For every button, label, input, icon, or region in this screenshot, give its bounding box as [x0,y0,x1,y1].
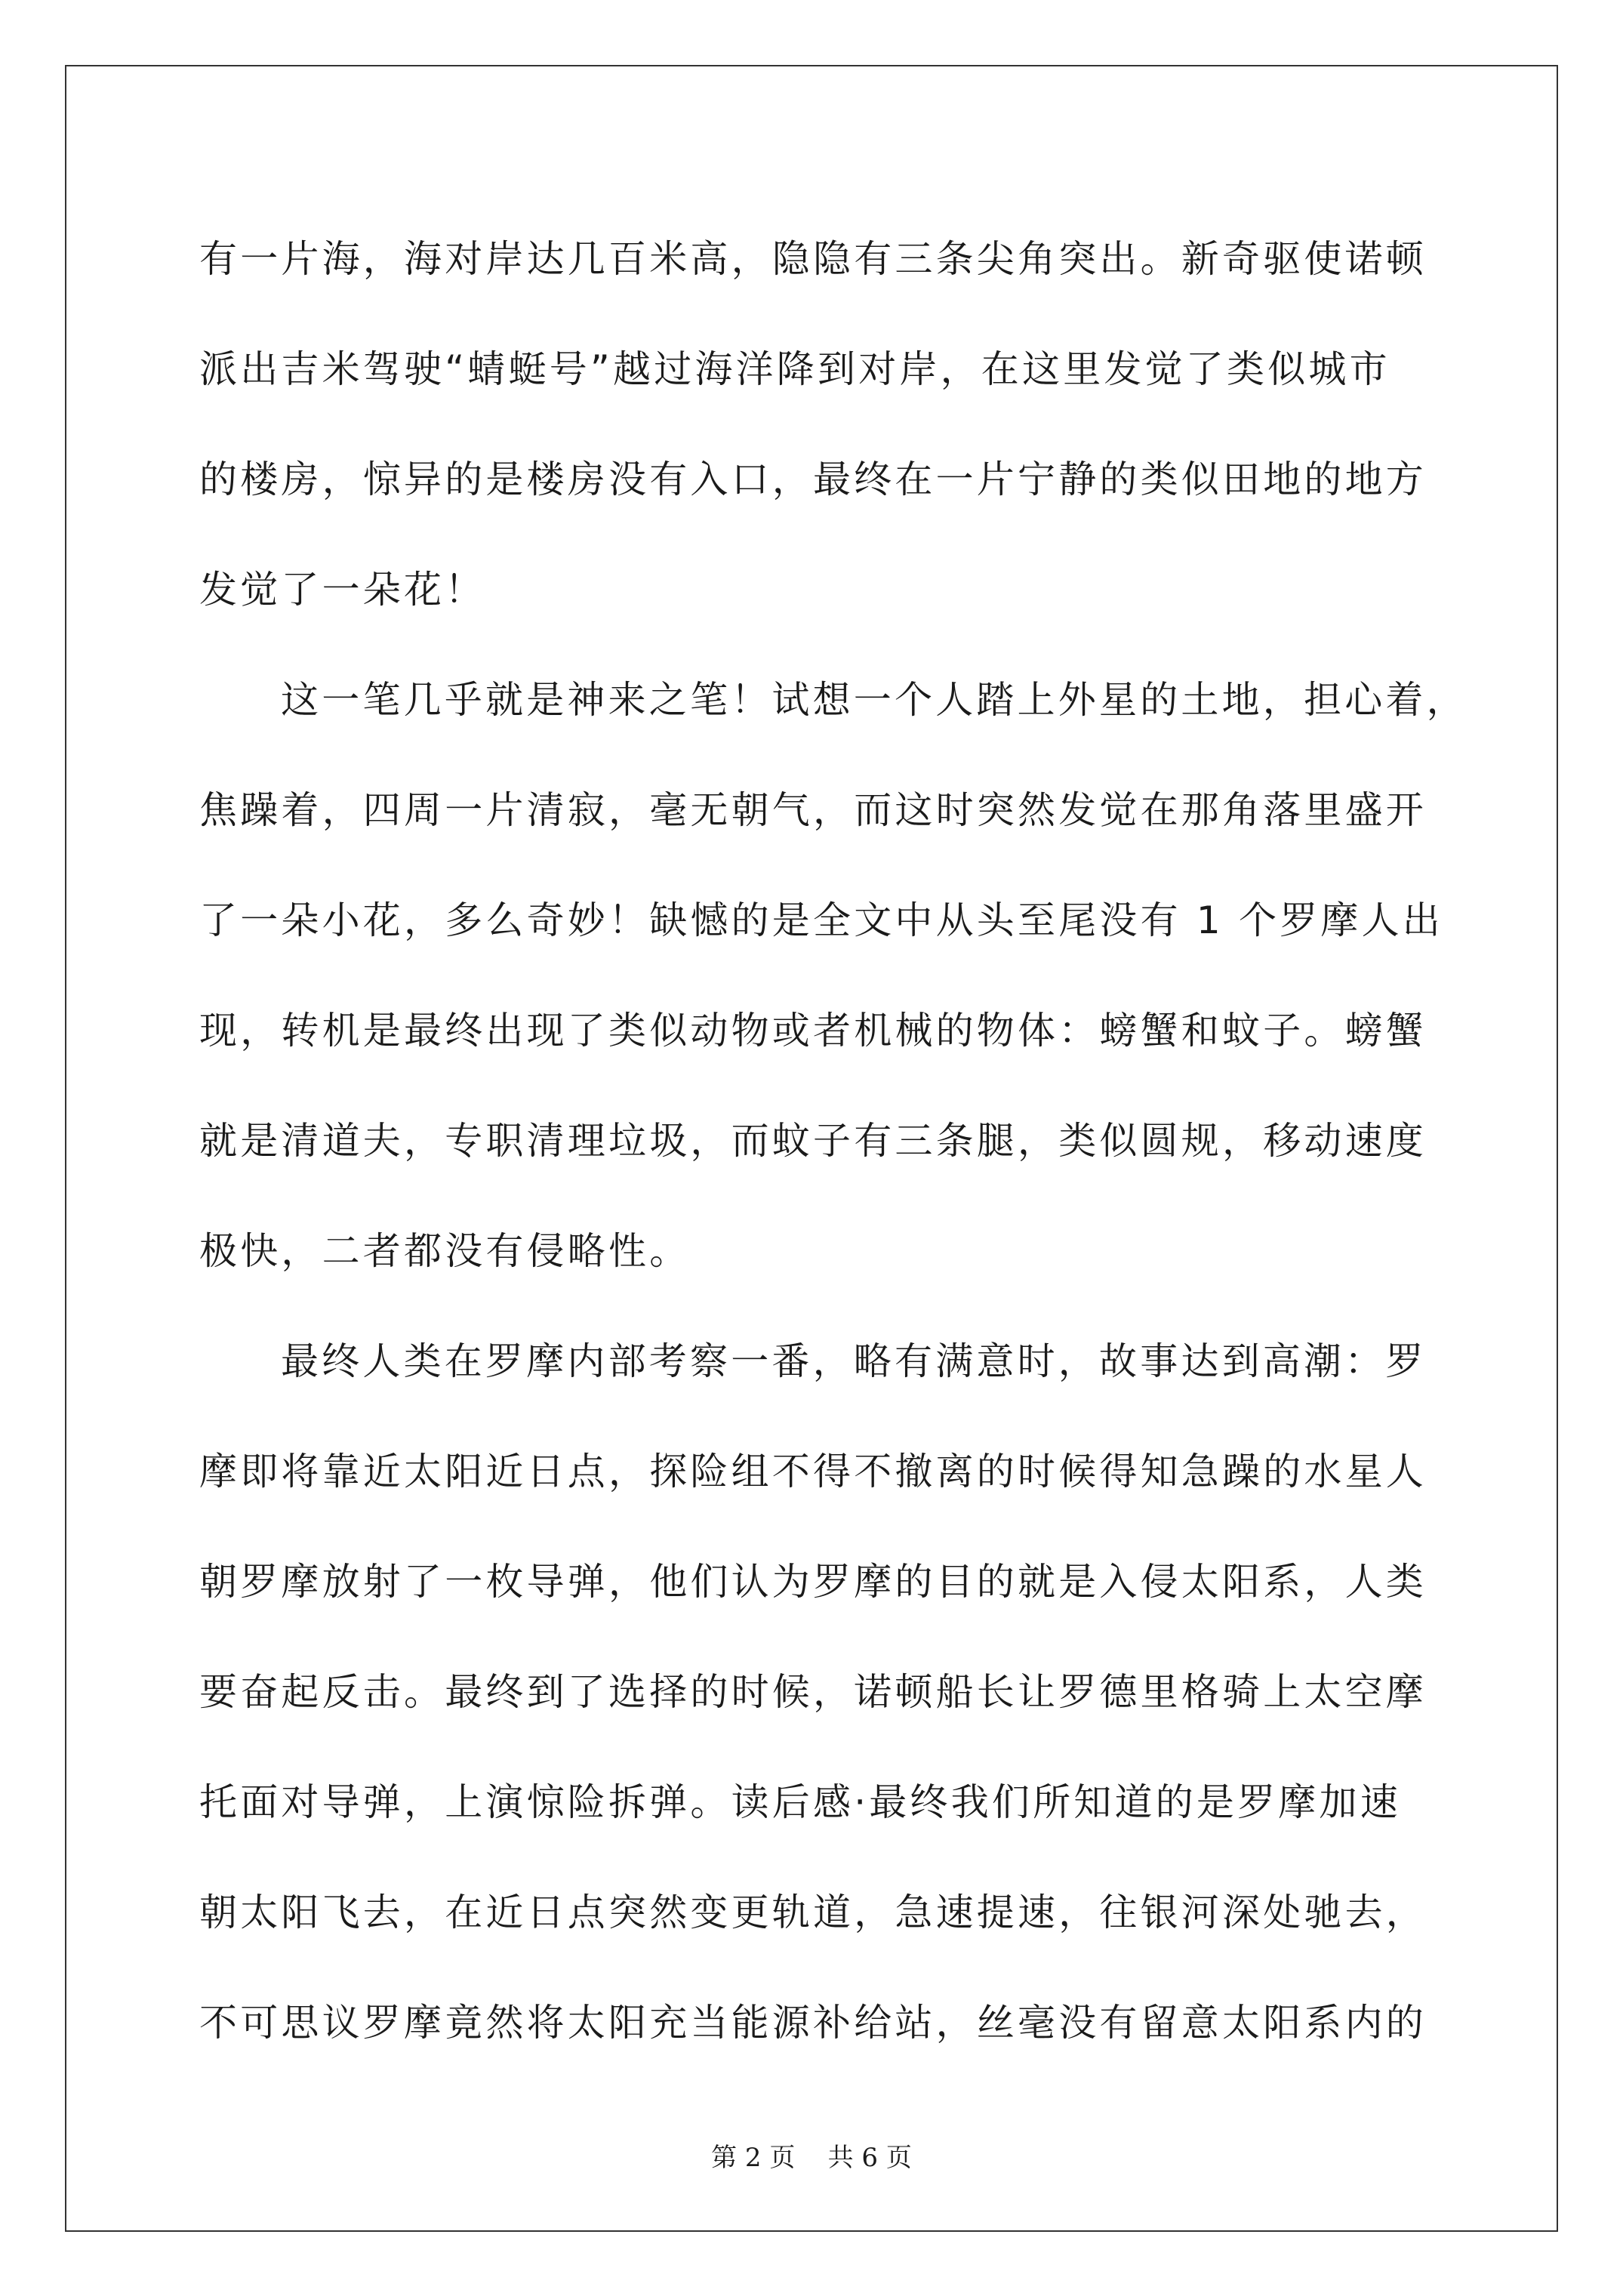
page-number: 第 2 页 [711,2143,796,2173]
page-footer [0,2143,1623,2173]
text-line: 发觉了一朵花！ [199,568,486,612]
text-line: 托面对导弹，上演惊险拆弹。读后感·最终我们所知道的是罗摩加速 [199,1780,1401,1824]
page-total: 共 6 页 [827,2143,912,2173]
text-line: 有一片海，海对岸达几百米高，隐隐有三条尖角突出。新奇驱使诺顿 [199,237,1427,281]
document-body [199,204,1467,2078]
text-line: 摩即将靠近太阳近日点，探险组不得不撤离的时候得知急躁的水星人 [199,1450,1427,1493]
text-line: 不可思议罗摩竟然将太阳充当能源补给站，丝毫没有留意太阳系内的 [199,2001,1427,2045]
text-line: 焦躁着，四周一片清寂，毫无朝气，而这时突然发觉在那角落里盛开 [199,788,1427,832]
text-line: 现，转机是最终出现了类似动物或者机械的物体：螃蟹和蚊子。螃蟹 [199,1009,1427,1052]
text-line: 极快，二者都没有侵略性。 [199,1229,691,1273]
text-line: 朝太阳飞去，在近日点突然变更轨道，急速提速，往银河深处驰去， [199,1891,1427,1934]
text-line: 朝罗摩放射了一枚导弹，他们认为罗摩的目的就是入侵太阳系，人类 [199,1560,1427,1604]
text-line: 的楼房，惊异的是楼房没有入口，最终在一片宁静的类似田地的地方 [199,458,1427,501]
text-line: 就是清道夫，专职清理垃圾，而蚊子有三条腿，类似圆规，移动速度 [199,1119,1427,1163]
text-line: 了一朵小花，多么奇妙！缺憾的是全文中从头至尾没有 1 个罗摩人出 [199,898,1443,942]
text-line: 派出吉米驾驶“蜻蜓号”越过海洋降到对岸，在这里发觉了类似城市 [199,347,1390,391]
text-line: 要奋起反击。最终到了选择的时候，诺顿船长让罗德里格骑上太空摩 [199,1670,1427,1714]
paragraph-first-line: 最终人类在罗摩内部考察一番，略有满意时，故事达到高潮：罗 [281,1339,1427,1383]
paragraph-first-line: 这一笔几乎就是神来之笔！试想一个人踏上外星的土地，担心着， [281,678,1467,722]
